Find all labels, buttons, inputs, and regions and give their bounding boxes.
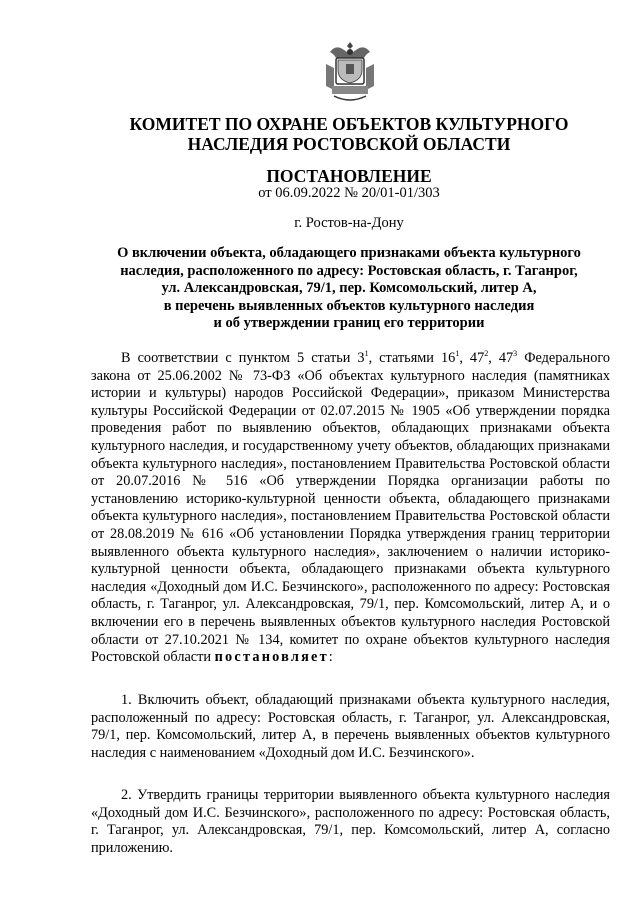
- organization-name: [0, 114, 640, 154]
- document-type: ПОСТАНОВЛЕНИЕ: [266, 166, 432, 186]
- subject-line: ул. Александровская, 79/1, пер. Комсомольский, литер А,: [161, 280, 537, 297]
- document-subject: [58, 245, 640, 333]
- preamble-text: , статьями 16: [368, 350, 456, 366]
- superscript: 2: [484, 349, 489, 359]
- preamble-text: , 47: [488, 350, 514, 366]
- coat-of-arms-icon: [322, 40, 378, 104]
- subject-line: и об утверждении границ его территории: [213, 315, 485, 332]
- subject-line: О включении объекта, обладающего признаками объекта культурного: [117, 245, 581, 261]
- preamble-paragraph: [91, 350, 610, 667]
- preamble-text: , 47: [459, 350, 485, 366]
- document-date-number: от 06.09.2022 № 20/01-01/303: [258, 185, 440, 201]
- resolution-item-2: 2. Утвердить границы территории выявленного объекта культурного наследия «Доходный дом И.С. Безчинского», расположенного по адресу: Ростовская область, г. Таганрог, ул. Александровская, 79/1, пер. Комсомольский, литер А, согласно приложению.: [91, 787, 610, 856]
- superscript: 3: [513, 349, 518, 359]
- preamble-text: Федерального закона от 25.06.2002 № 73-ФЗ «Об объектах культурного наследия (памятниках истории и культуры) народов Российской Федерации», приказом Министерства культуры Российской Федерации от 02.07.2015 № 1905 «Об утверждении порядка проведения работ по выявлению объектов, обладающих признаками объекта культурного наследия, и государственному учету объектов, обладающих признаками объекта культурного наследия», постановлением Правительства Ростовской области от 20.07.2016 № 516 «Об утверждении Порядка организации работы по установлению историко-культурной ценности объекта, обладающего признаками объекта культурного наследия», постановлением Правительства Ростовской области от 28.08.2019 № 616 «Об установлении Порядка утверждения границ территории выявленного объекта культурного наследия», заключением о наличии историко-культурной ценности объекта, обладающего признаками объекта культурного наследия «Доходный дом И.С. Безчинского», расположенного по адресу: Ростовская область, г. Таганрог, ул. Александровская, 79/1, пер. Комсомольский, литер А, и о включении его в перечень выявленных объектов культурного наследия Ростовской области от 27.10.2021 № 134, комитет по охране объектов культурного наследия Ростовской области: [91, 350, 610, 666]
- colon: :: [328, 649, 333, 666]
- subject-line: в перечень выявленных объектов культурного наследия: [163, 297, 535, 314]
- resolves-keyword: постановляет: [214, 649, 329, 666]
- org-line-1: КОМИТЕТ ПО ОХРАНЕ ОБЪЕКТОВ КУЛЬТУРНОГО: [129, 114, 569, 134]
- resolution-item-1: 1. Включить объект, обладающий признаками объекта культурного наследия, расположенный по адресу: Ростовская область, г. Таганрог, ул. Александровская, 79/1, пер. Комсомольский, литер А, в перечень выявленных объектов культурного наследия с наименованием «Доходный дом И.С. Безчинского».: [91, 692, 610, 761]
- preamble-text: В соответствии с пунктом 5 статьи 3: [121, 350, 365, 366]
- subject-line: наследия, расположенного по адресу: Ростовская область, г. Таганрог,: [120, 262, 578, 279]
- item-2-block: [91, 787, 610, 857]
- superscript: 1: [455, 349, 460, 359]
- org-line-2: НАСЛЕДИЯ РОСТОВСКОЙ ОБЛАСТИ: [187, 134, 511, 154]
- superscript: 1: [364, 349, 369, 359]
- item-1-block: [91, 692, 610, 762]
- document-city: г. Ростов-на-Дону: [294, 215, 404, 231]
- preamble-block: [91, 350, 610, 667]
